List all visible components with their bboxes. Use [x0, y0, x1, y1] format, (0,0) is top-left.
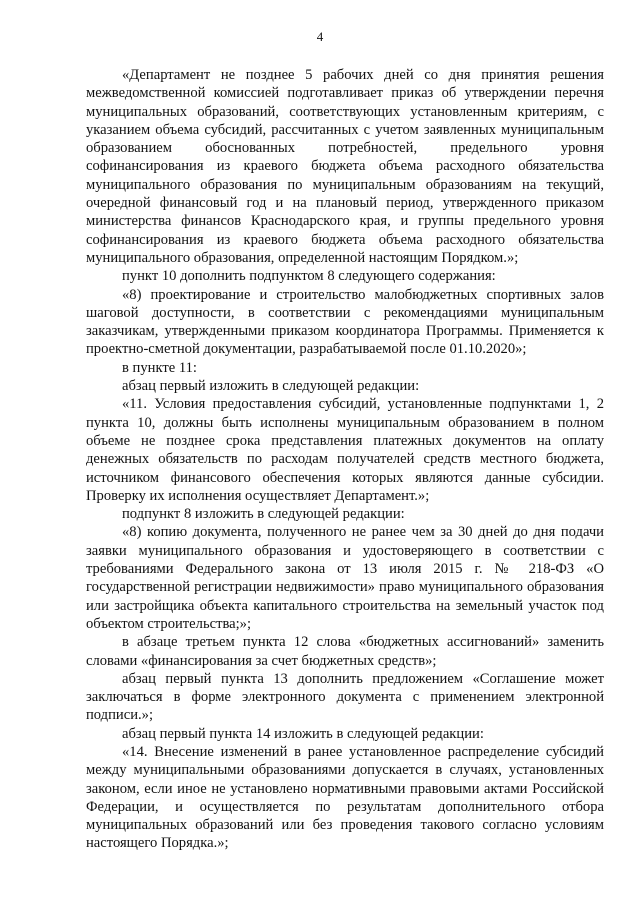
paragraph-subitem8-new-text: «8) копию документа, полученного не ранее чем за 30 дней до дня подачи заявки муниципального образования и удостоверяющего в соответствии с требованиями Федерального закона от 13 июля 2015 г. № 218-ФЗ «О государственной регистрации недвижимости» право муниципального образования или застройщика объекта капитального строительства на земельный участок под объектом строительства;»; — [86, 524, 604, 632]
document-body — [86, 66, 604, 853]
paragraph-item10-add: пункт 10 дополнить подпунктом 8 следующего содержания: — [122, 268, 496, 285]
paragraph-subitem8-text: «8) проектирование и строительство малобюджетных спортивных залов шаговой доступности, в соответствии с рекомендациями муниципальным заказчикам, утвержденными приказом координатора Программы. Применяется к проектно-сметной документации, разрабатываемой после 01.10.2020»; — [86, 286, 604, 358]
paragraph-item12-replace: в абзаце третьем пункта 12 слова «бюджетных ассигнований» заменить словами «финансирования за счет бюджетных средств»; — [86, 634, 604, 669]
paragraph-subitem8-heading: подпункт 8 изложить в следующей редакции: — [122, 506, 405, 523]
paragraph-item14-text: «14. Внесение изменений в ранее установленное распределение субсидий между муниципальными образованиями допускается в случаях, установленных законом, если иное не установлено нормативными правовыми актами Российской Федерации, и осуществляется по результатам дополнительного отбора муниципальных образований или без проведения такового согласно условиям настоящего Порядка.»; — [86, 743, 604, 852]
paragraph-item13-add: абзац первый пункта 13 дополнить предложением «Соглашение может заключаться в форме электронного документа с применением электронной подписи.»; — [86, 670, 604, 724]
page-number: 4 — [316, 29, 324, 44]
paragraph-department-order: «Департамент не позднее 5 рабочих дней со дня принятия решения межведомственной комиссией подготавливает приказ об утверждении перечня муниципальных образований, соответствующих установленным критериям, с указанием объема субсидий, рассчитанных с учетом заявленных муниципальным образованием обоснованных потребностей, предельного уровня софинансирования из краевого бюджета объема расходного обязательства муниципального образования по муниципальным образованиям на текущий, очередной финансовый год и на плановый период, утвержденного приказом министерства финансов Краснодарского края, и группы предельного уровня софинансирования из краевого бюджета объема расходного обязательства муниципального образования, определенной настоящим Порядком.»; — [86, 67, 604, 266]
paragraph-item14-heading: абзац первый пункта 14 изложить в следующей редакции: — [122, 725, 484, 742]
paragraph-item11-first-clause: абзац первый изложить в следующей редакции: — [122, 378, 420, 395]
paragraph-item11-heading: в пункте 11: — [122, 359, 197, 376]
paragraph-item11-text: «11. Условия предоставления субсидий, установленные подпунктами 1, 2 пункта 10, должны быть исполнены муниципальным образованием в полном объеме не позднее срока представления платежных документов на оплату денежных обязательств по расходам получателей средств местного бюджета, источником финансового обеспечения которых являются данные субсидии. Проверку их исполнения осуществляет Департамент.»; — [86, 396, 604, 504]
